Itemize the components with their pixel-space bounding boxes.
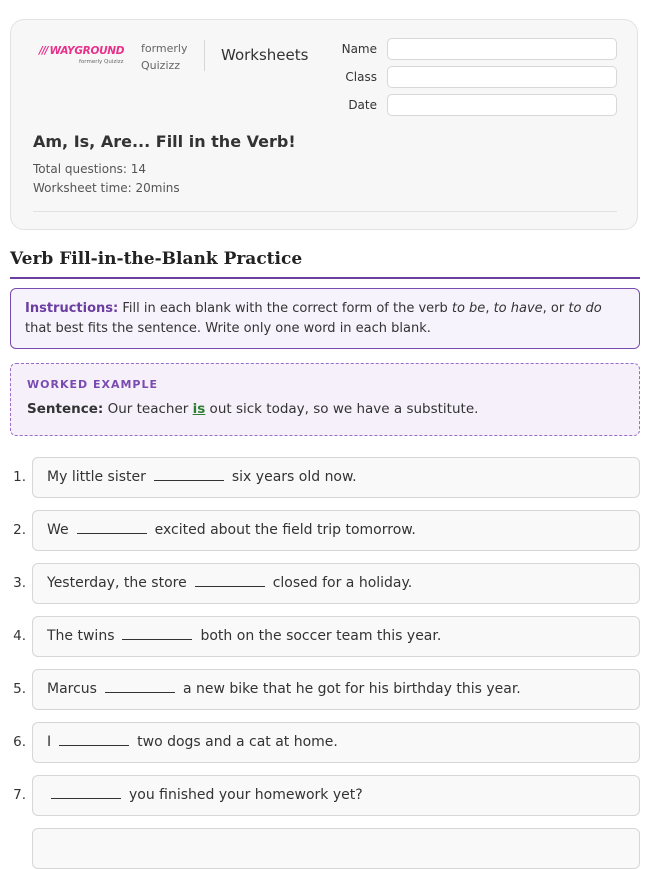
question-text-after: a new bike that he got for his birthday this year. <box>182 681 521 697</box>
question-text-before: We <box>47 522 69 538</box>
example-before: Our teacher <box>103 401 193 417</box>
answer-blank[interactable] <box>122 626 192 640</box>
section-title: Verb Fill-in-the-Blank Practice <box>10 249 303 269</box>
instructions-text-b: that best fits the sentence. Write only one word in each blank. <box>25 321 431 336</box>
instructions-sep1: , <box>485 301 494 316</box>
question-box <box>32 669 640 710</box>
brand-subtitle: formerly Quizizz <box>79 59 124 65</box>
class-label: Class <box>345 70 377 84</box>
question-text-before: The twins <box>47 628 115 644</box>
formerly-quizizz <box>141 40 188 74</box>
question-4 <box>0 616 650 657</box>
header-rule <box>33 211 617 212</box>
date-label: Date <box>348 98 377 112</box>
verb-to-be: to be <box>451 301 486 316</box>
question-number: 5. <box>13 681 26 697</box>
worksheets-label: Worksheets <box>221 46 309 64</box>
question-number: 4. <box>13 628 26 644</box>
formerly-line2: Quizizz <box>141 59 181 72</box>
example-sentence <box>27 401 478 417</box>
worksheet-time: Worksheet time: 20mins <box>33 181 180 195</box>
formerly-line1: formerly <box>141 42 188 55</box>
worked-example <box>10 363 640 436</box>
name-field[interactable] <box>387 38 617 60</box>
question-1 <box>0 457 650 498</box>
wayground-logo: /// WAYGROUND <box>39 45 125 57</box>
answer-blank[interactable] <box>51 785 121 799</box>
class-field[interactable] <box>387 66 617 88</box>
verb-to-have: to have <box>493 301 543 316</box>
question-box <box>32 722 640 763</box>
question-text-before: I <box>47 734 52 750</box>
question-box <box>32 563 640 604</box>
question-number: 3. <box>13 575 26 591</box>
date-field[interactable] <box>387 94 617 116</box>
header-divider <box>204 40 205 71</box>
instructions-text-a: Fill in each blank with the correct form of the verb <box>118 301 452 316</box>
question-text-after: both on the soccer team this year. <box>200 628 442 644</box>
question-text-after: six years old now. <box>231 469 357 485</box>
total-questions: Total questions: 14 <box>33 162 147 176</box>
answer-blank[interactable] <box>59 732 129 746</box>
section-rule <box>10 277 640 279</box>
question-number: 1. <box>13 469 26 485</box>
question-box <box>32 775 640 816</box>
worksheet-title: Am, Is, Are... Fill in the Verb! <box>33 132 296 151</box>
worked-example-label: WORKED EXAMPLE <box>27 378 158 391</box>
question-text-before: Yesterday, the store <box>47 575 187 591</box>
brand-logo <box>39 45 129 75</box>
instructions-sep2: , or <box>542 301 569 316</box>
answer-blank[interactable] <box>154 467 224 481</box>
question-text-after: closed for a holiday. <box>272 575 413 591</box>
question-text-before: Marcus <box>47 681 97 697</box>
question-6 <box>0 722 650 763</box>
question-number: 2. <box>13 522 26 538</box>
question-box <box>32 510 640 551</box>
question-box <box>32 616 640 657</box>
question-5 <box>0 669 650 710</box>
question-text-after: excited about the field trip tomorrow. <box>154 522 416 538</box>
instructions-lead: Instructions: <box>25 301 119 316</box>
example-answer: is <box>192 401 206 417</box>
name-label: Name <box>341 42 377 56</box>
verb-to-do: to do <box>568 301 602 316</box>
question-box <box>32 457 640 498</box>
question-box <box>32 828 640 869</box>
example-after: out sick today, so we have a substitute. <box>205 401 479 417</box>
question-3 <box>0 563 650 604</box>
instructions-box <box>10 288 640 349</box>
question-text-after: two dogs and a cat at home. <box>137 734 338 750</box>
answer-blank[interactable] <box>77 520 147 534</box>
question-2 <box>0 510 650 551</box>
worksheet-header <box>10 19 638 230</box>
question-number: 7. <box>13 787 26 803</box>
question-text-after: you finished your homework yet? <box>129 787 363 803</box>
question-8-partial <box>0 828 650 869</box>
example-lead: Sentence: <box>27 401 104 417</box>
question-text-before: My little sister <box>47 469 146 485</box>
answer-blank[interactable] <box>195 573 265 587</box>
question-number: 6. <box>13 734 26 750</box>
question-7 <box>0 775 650 816</box>
answer-blank[interactable] <box>105 679 175 693</box>
